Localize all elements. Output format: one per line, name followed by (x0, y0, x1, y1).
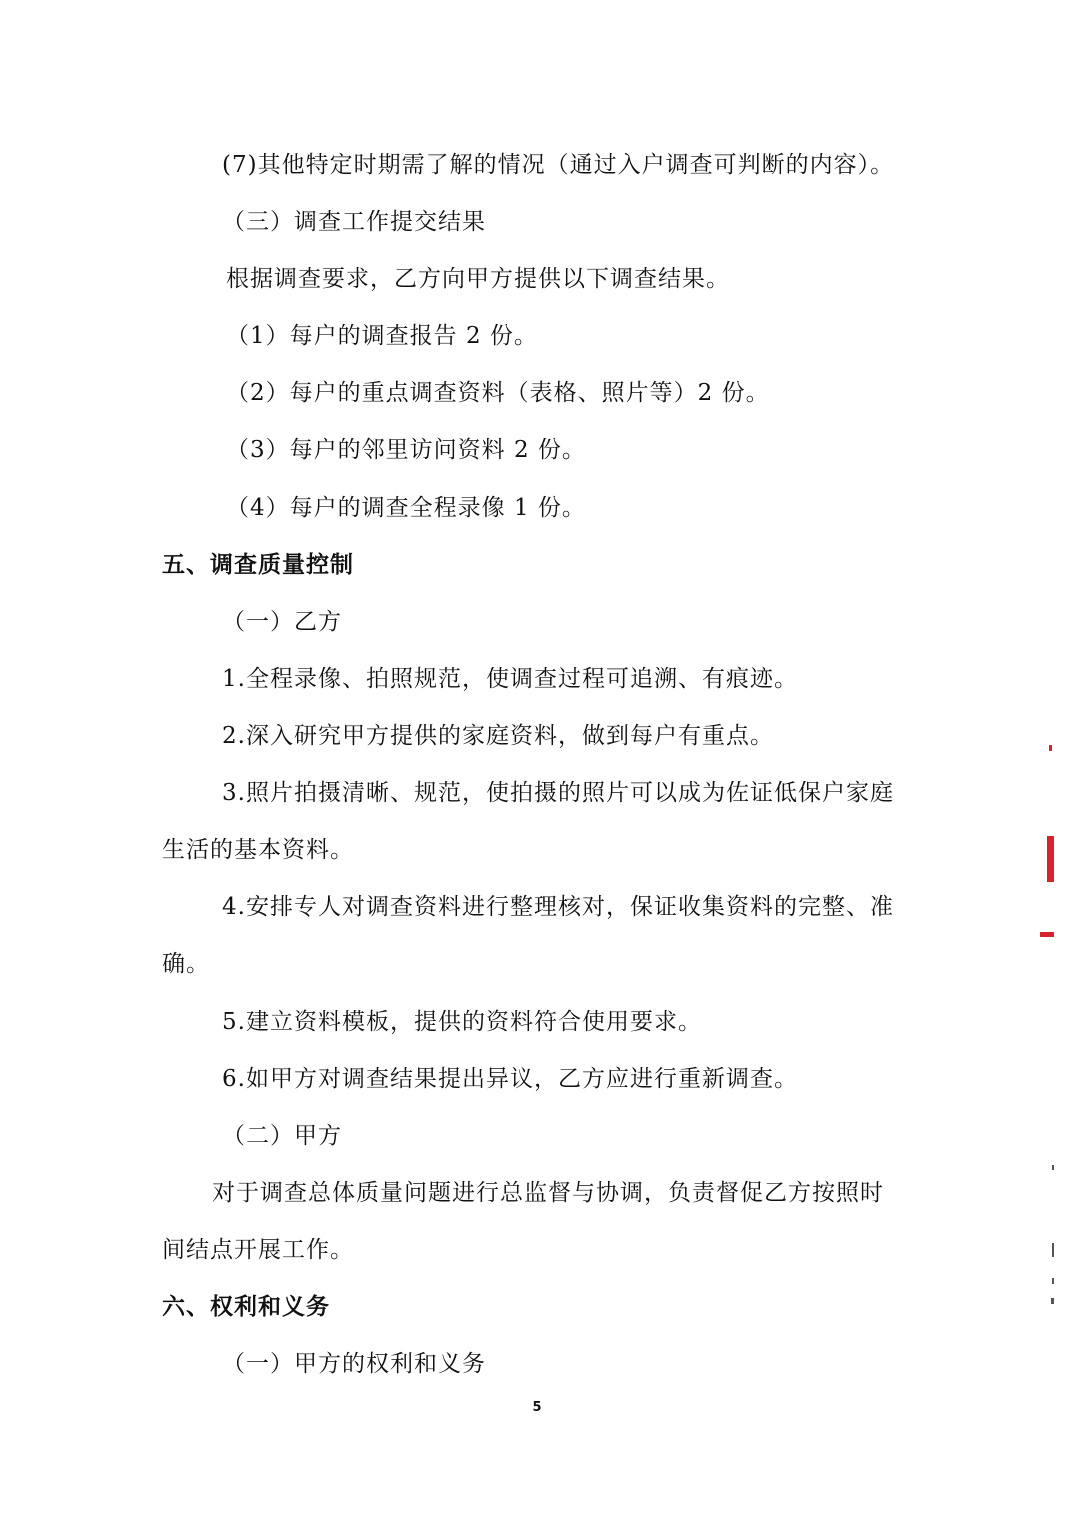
paragraph-party-a: 对于调查总体质量问题进行总监督与协调，负责督促乙方按照时 (212, 1180, 884, 1206)
list-item-b2: 2.深入研究甲方提供的家庭资料，做到每户有重点。 (222, 723, 774, 749)
section-heading-quality-control: 五、调查质量控制 (162, 551, 354, 578)
line-results-intro: 根据调查要求，乙方向甲方提供以下调查结果。 (226, 266, 730, 292)
subheading-submission-results: （三）调查工作提交结果 (222, 209, 486, 235)
list-item-b3: 3.照片拍摄清晰、规范，使拍摄的照片可以成为佐证低保户家庭 (222, 780, 894, 806)
page-number: 5 (532, 1400, 542, 1415)
stamp-edge-mark (1047, 836, 1054, 882)
list-item-2: （2）每户的重点调查资料（表格、照片等）2 份。 (226, 380, 770, 406)
scan-edge-mark (1052, 1243, 1054, 1257)
stamp-edge-mark (1049, 745, 1052, 751)
list-item-b4-continued: 确。 (162, 951, 210, 977)
scan-edge-mark (1051, 1298, 1054, 1304)
subheading-party-b: （一）乙方 (222, 609, 342, 635)
list-item-b4: 4.安排专人对调查资料进行整理核对，保证收集资料的完整、准 (222, 894, 894, 920)
line-other-circumstances: (7)其他特定时期需了解的情况（通过入户调查可判断的内容）。 (222, 152, 895, 178)
stamp-edge-mark (1040, 932, 1054, 937)
list-item-b6: 6.如甲方对调查结果提出异议，乙方应进行重新调查。 (222, 1066, 798, 1092)
scan-edge-mark (1052, 1278, 1054, 1284)
list-item-b5: 5.建立资料模板，提供的资料符合使用要求。 (222, 1009, 702, 1035)
list-item-3: （3）每户的邻里访问资料 2 份。 (226, 437, 586, 463)
subheading-party-a: （二）甲方 (222, 1123, 342, 1149)
list-item-4: （4）每户的调查全程录像 1 份。 (226, 495, 586, 521)
paragraph-party-a-continued: 间结点开展工作。 (162, 1237, 354, 1263)
list-item-b1: 1.全程录像、拍照规范，使调查过程可追溯、有痕迹。 (222, 666, 798, 692)
section-heading-rights-obligations: 六、权利和义务 (162, 1293, 330, 1320)
subheading-party-a-rights: （一）甲方的权利和义务 (222, 1351, 486, 1377)
scan-edge-mark (1052, 1165, 1054, 1170)
list-item-1: （1）每户的调查报告 2 份。 (226, 323, 538, 349)
list-item-b3-continued: 生活的基本资料。 (162, 837, 354, 863)
